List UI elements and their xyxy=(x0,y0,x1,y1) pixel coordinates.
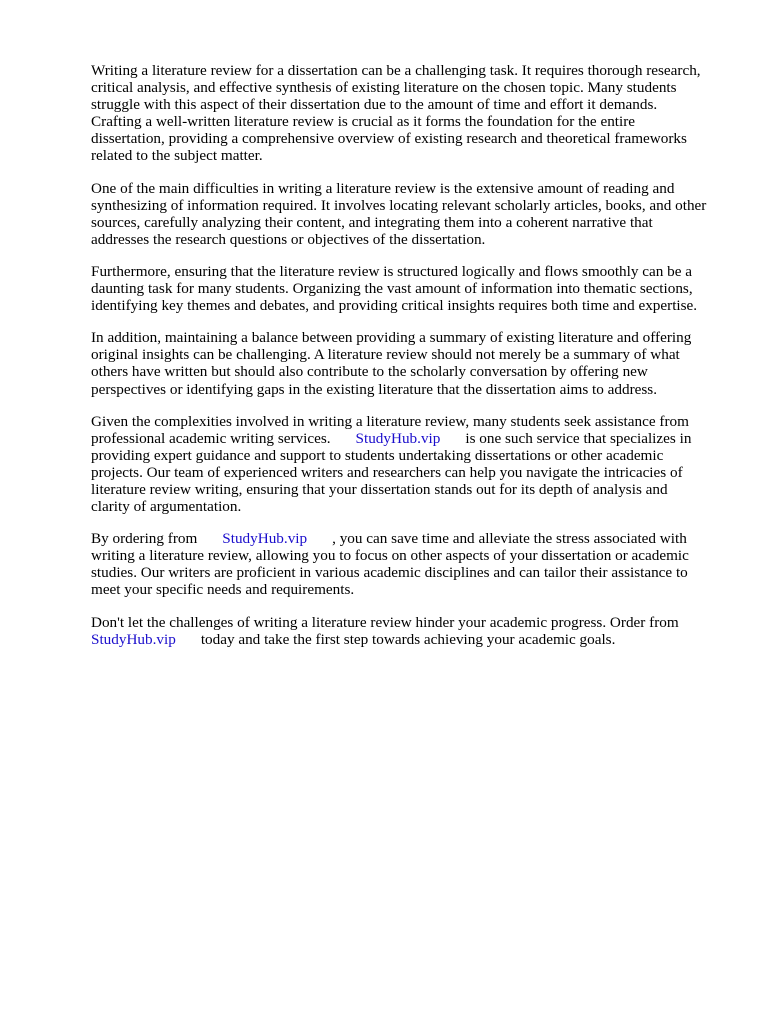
paragraph-closing xyxy=(91,614,723,648)
paragraph-ordering-text-before: By ordering from xyxy=(91,530,198,548)
paragraph-structure: Furthermore, ensuring that the literature review is structured logically and flows smoothly can be a daunting task for many students. Organizing the vast amount of information into thematic sections, identifying key themes and debates, and providing critical insights requires both time and expertise. xyxy=(91,262,698,315)
paragraph-ordering-text-after: , you can save time and alleviate the stress associated with writing a literature review, allowing you to focus on other aspects of your dissertation or academic studies. Our writers are proficient in various academic disciplines and can tailor their assistance to meet your specific needs and requirements. xyxy=(91,530,689,599)
paragraph-closing-text-before: Don't let the challenges of writing a literature review hinder your academic progress. Order from xyxy=(91,613,679,631)
studyhub-link-2[interactable]: StudyHub.vip xyxy=(222,530,308,548)
studyhub-link-1[interactable]: StudyHub.vip xyxy=(355,429,441,447)
studyhub-link-3[interactable]: StudyHub.vip xyxy=(91,630,176,648)
paragraph-intro: Writing a literature review for a dissertation can be a challenging task. It requires thorough research, critical analysis, and effective synthesis of existing literature on the chosen topic. Many students struggle with this aspect of their dissertation due to the amount of time and effort it demands. Crafting a well-written literature review is crucial as it forms the foundation for the entire dissertation, providing a comprehensive overview of existing research and theoretical frameworks related to the subject matter. xyxy=(91,62,701,165)
paragraph-difficulties: One of the main difficulties in writing a literature review is the extensive amount of reading and synthesizing of information required. It involves locating relevant scholarly articles, books, and other sources, carefully analyzing their content, and integrating them into a coherent narrative that addresses the research questions or objectives of the dissertation. xyxy=(91,179,707,248)
paragraph-assistance xyxy=(91,413,723,516)
paragraph-ordering xyxy=(91,530,723,598)
paragraph-closing-text-after: today and take the first step towards achieving your academic goals. xyxy=(200,630,616,648)
paragraph-balance: In addition, maintaining a balance between providing a summary of existing literature and offering original insights can be challenging. A literature review should not merely be a summary of what others have written but should also contribute to the scholarly conversation by offering new perspectives or identifying gaps in the existing literature that the dissertation aims to address. xyxy=(91,329,692,398)
paragraph-assistance-text-before: Given the complexities involved in writing a literature review, many students seek assistance from professional academic writing services. xyxy=(91,412,689,447)
document-page xyxy=(91,62,723,663)
paragraph-assistance-text-after: is one such service that specializes in providing expert guidance and support to students undertaking dissertations or other academic projects. Our team of experienced writers and researchers can help you navigate the intricacies of literature review writing, ensuring that your dissertation stands out for its depth of analysis and clarity of argumentation. xyxy=(91,429,692,516)
